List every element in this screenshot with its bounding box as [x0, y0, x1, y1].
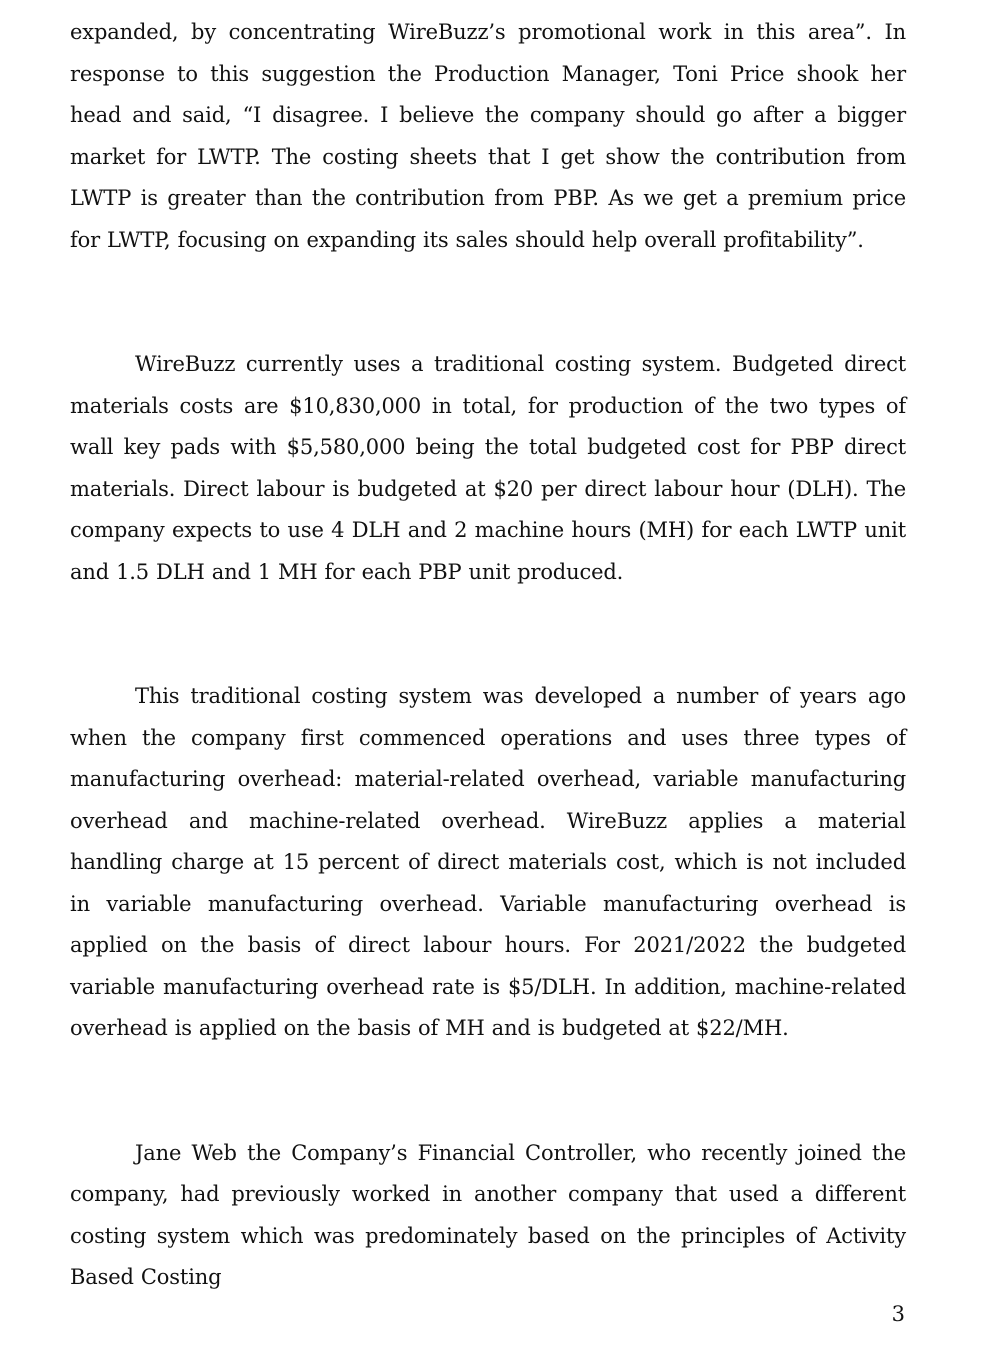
paragraph-financial-controller: Jane Web the Company’s Financial Controller, who recently joined the company, had previously worked in another company that used a different costing system which was predominately based on the principles of Activity Based Costing — [70, 1140, 906, 1289]
paragraph-gap — [70, 261, 906, 344]
document-body — [70, 12, 906, 1299]
paragraph-overhead: This traditional costing system was developed a number of years ago when the company first commenced operations and uses three types of manufacturing overhead: material-related overhead, variable manufacturing overhead and machine-related overhead. WireBuzz applies a material handling charge at 15 percent of direct materials cost, which is not included in variable manufacturing overhead. Variable manufacturing overhead is applied on the basis of direct labour hours. For 2021/2022 the budgeted variable manufacturing overhead rate is $5/DLH. In addition, machine-related overhead is applied on the basis of MH and is budgeted at $22/MH. — [70, 684, 906, 1040]
paragraph-continuation: expanded, by concentrating WireBuzz’s promotional work in this area”. In response to this suggestion the Production Manager, Toni Price shook her head and said, “I disagree. I believe the company should go after a bigger market for LWTP. The costing sheets that I get show the contribution from LWTP is greater than the contribution from PBP. As we get a premium price for LWTP, focusing on expanding its sales should help overall profitability”. — [70, 20, 906, 252]
paragraph-gap — [70, 1050, 906, 1133]
paragraph-costing-system: WireBuzz currently uses a traditional costing system. Budgeted direct materials costs are $10,830,000 in total, for production of the two types of wall key pads with $5,580,000 being the total budgeted cost for PBP direct materials. Direct labour is budgeted at $20 per direct labour hour (DLH). The company expects to use 4 DLH and 2 machine hours (MH) for each LWTP unit and 1.5 DLH and 1 MH for each PBP unit produced. — [70, 352, 906, 584]
paragraph-gap — [70, 593, 906, 676]
page-number: 3 — [891, 1302, 905, 1326]
